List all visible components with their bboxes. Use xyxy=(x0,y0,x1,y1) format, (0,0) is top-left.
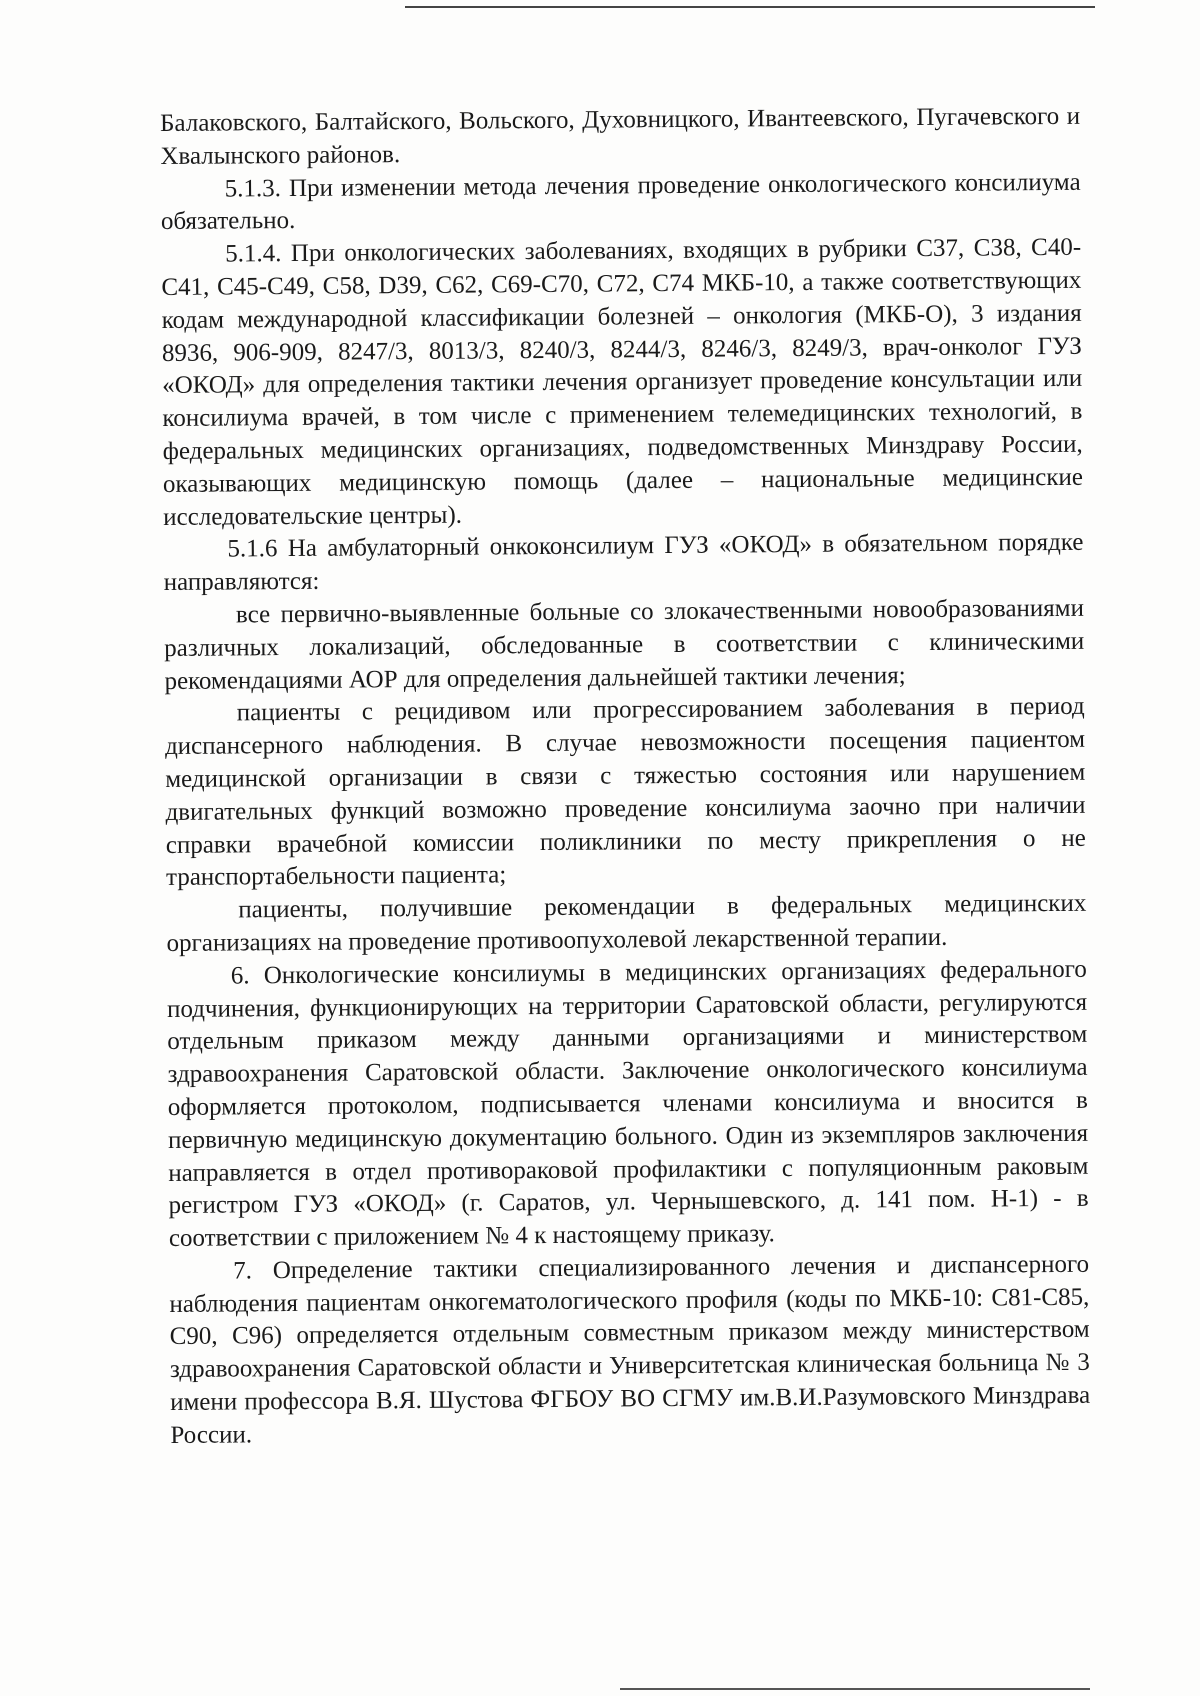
list-item-federal-recommendations: пациенты, получившие рекомендации в федеральных медицинских организациях на проведение противоопухолевой лекарственной терапии. xyxy=(166,889,1087,957)
list-item-relapse-patients: пациенты с рецидивом или прогрессированием заболевания в период диспансерного наблюдения. В случае невозможности посещения пациентом медицинской организации в связи с тяжестью состояния или нарушением двигательных функций возможно проведение консилиума заочно при наличии справки врачебной комиссии поликлиники по месту прикрепления о не транспортабельности пациента; xyxy=(164,693,1086,892)
paragraph-districts: Балаковского, Балтайского, Вольского, Духовницкого, Ивантеевского, Пугачевского и Хвалынского районов. xyxy=(160,102,1081,170)
top-page-rule xyxy=(405,6,1095,8)
document-body xyxy=(160,101,1091,1453)
bottom-page-rule xyxy=(620,1688,1090,1690)
list-item-primary-patients: все первично-выявленные больные со злокачественными новообразованиями различных локализаций, обследованные в соответствии с клиническими рекомендациями АОР для определения дальнейшей тактики лечения; xyxy=(164,594,1085,695)
paragraph-6: 6. Онкологические консилиумы в медицинских организациях федерального подчинения, функционирующих на территории Саратовской области, регулируются отдельным приказом между данными организациями и министерством здравоохранения Саратовской области. Заключение онкологического консилиума оформляется протоколом, подписывается членами консилиума и вносится в первичную медицинскую документацию больного. Один из экземпляров заключения направляется в отдел противораковой профилактики с популяционным раковым регистром ГУЗ «ОКОД» (г. Саратов, ул. Чернышевского, д. 141 пом. Н-1) - в соответствии с приложением № 4 к настоящему приказу. xyxy=(166,955,1089,1253)
paragraph-5-1-3: 5.1.3. При изменении метода лечения проведение онкологического консилиума обязательно. xyxy=(160,168,1081,236)
paragraph-7: 7. Определение тактики специализированного лечения и диспансерного наблюдения пациентам онкогематологического профиля (коды по МКБ-10: C81-C85, C90, C96) определяется отдельным совместным приказом между министерством здравоохранения Саратовской области и Университетская клиническая больница № 3 имени профессора В.Я. Шустова ФГБОУ ВО СГМУ им.В.И.Разумовского Минздрава России. xyxy=(169,1250,1091,1449)
paragraph-5-1-4: 5.1.4. При онкологических заболеваниях, входящих в рубрики C37, C38, C40-C41, C45-C49, C58, D39, C62, C69-C70, C72, C74 МКБ-10, а также соответствующих кодам международной классификации болезней – онкология (МКБ-О), 3 издания 8936, 906-909, 8247/3, 8013/3, 8240/3, 8244/3, 8246/3, 8249/3, врач-онколог ГУЗ «ОКОД» для определения тактики лечения организует проведение консультации или консилиума врачей, в том числе с применением телемедицинских технологий, в федеральных медицинских организациях, подведомственных Минздраву России, оказывающих медицинскую помощь (далее – национальные медицинские исследовательские центры). xyxy=(161,233,1084,531)
paragraph-5-1-6: 5.1.6 На амбулаторный онкоконсилиум ГУЗ «ОКОД» в обязательном порядке направляются: xyxy=(163,529,1084,597)
